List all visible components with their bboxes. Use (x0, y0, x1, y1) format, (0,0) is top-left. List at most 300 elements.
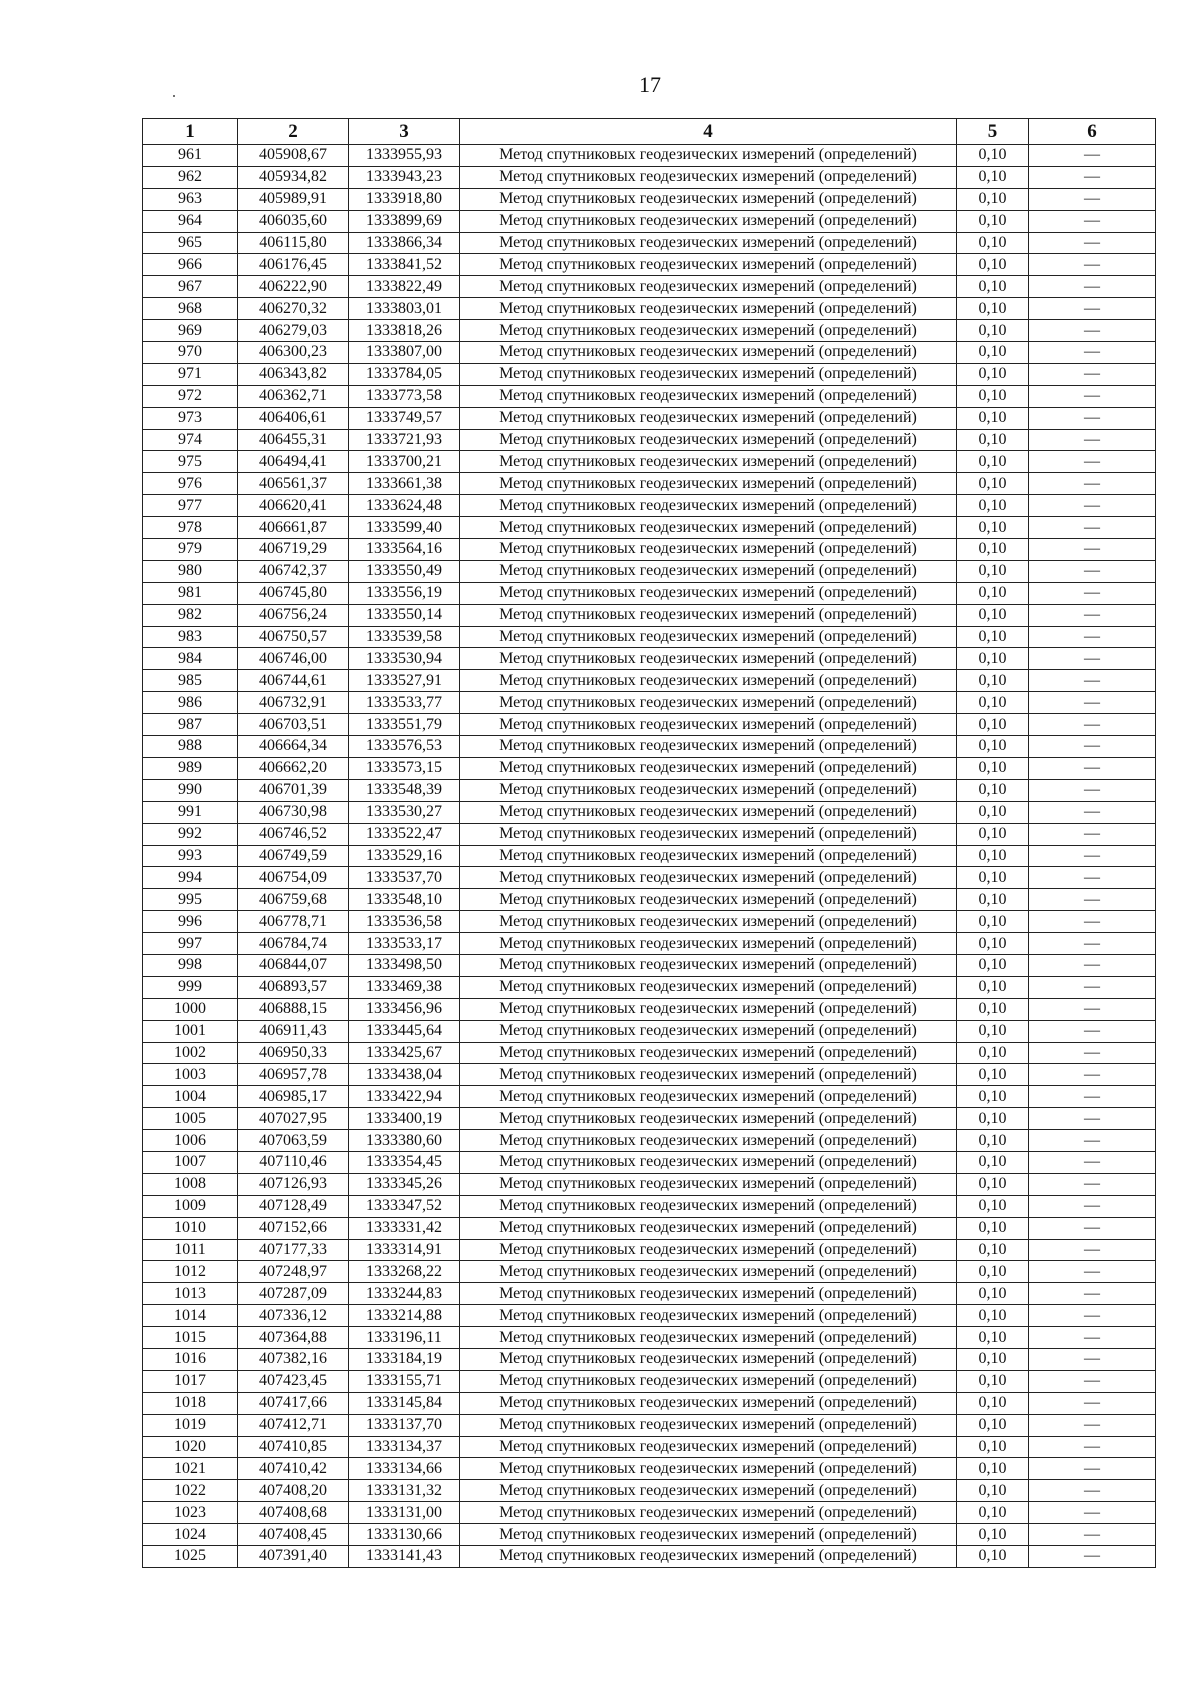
note-cell: — (1029, 933, 1156, 955)
accuracy-cell: 0,10 (957, 145, 1029, 167)
note-cell: — (1029, 1436, 1156, 1458)
method-cell: Метод спутниковых геодезических измерений (определений) (460, 976, 957, 998)
note-cell: — (1029, 1261, 1156, 1283)
table-row (143, 232, 1156, 254)
table-row (143, 626, 1156, 648)
table-row (143, 1217, 1156, 1239)
y-coordinate-cell: 1333331,42 (349, 1217, 460, 1239)
table-row (143, 363, 1156, 385)
table-row (143, 736, 1156, 758)
accuracy-cell: 0,10 (957, 451, 1029, 473)
point-number-cell: 976 (143, 473, 238, 495)
point-number-cell: 962 (143, 166, 238, 188)
y-coordinate-cell: 1333551,79 (349, 714, 460, 736)
coordinates-table (142, 118, 1156, 1568)
note-cell: — (1029, 1348, 1156, 1370)
method-cell: Метод спутниковых геодезических измерений (определений) (460, 1130, 957, 1152)
accuracy-cell: 0,10 (957, 363, 1029, 385)
point-number-cell: 1017 (143, 1370, 238, 1392)
note-cell: — (1029, 1064, 1156, 1086)
point-number-cell: 986 (143, 692, 238, 714)
point-number-cell: 978 (143, 517, 238, 539)
table-row (143, 1546, 1156, 1568)
y-coordinate-cell: 1333550,49 (349, 560, 460, 582)
note-cell: — (1029, 889, 1156, 911)
table-row (143, 1414, 1156, 1436)
y-coordinate-cell: 1333564,16 (349, 539, 460, 561)
accuracy-cell: 0,10 (957, 582, 1029, 604)
table-row (143, 1392, 1156, 1414)
method-cell: Метод спутниковых геодезических измерений (определений) (460, 539, 957, 561)
accuracy-cell: 0,10 (957, 1502, 1029, 1524)
y-coordinate-cell: 1333354,45 (349, 1151, 460, 1173)
accuracy-cell: 0,10 (957, 976, 1029, 998)
point-number-cell: 1007 (143, 1151, 238, 1173)
note-cell: — (1029, 232, 1156, 254)
accuracy-cell: 0,10 (957, 779, 1029, 801)
x-coordinate-cell: 406662,20 (238, 757, 349, 779)
x-coordinate-cell: 407336,12 (238, 1305, 349, 1327)
x-coordinate-cell: 405934,82 (238, 166, 349, 188)
y-coordinate-cell: 1333400,19 (349, 1108, 460, 1130)
table-row (143, 166, 1156, 188)
table-row (143, 407, 1156, 429)
y-coordinate-cell: 1333661,38 (349, 473, 460, 495)
x-coordinate-cell: 406778,71 (238, 911, 349, 933)
accuracy-cell: 0,10 (957, 1151, 1029, 1173)
point-number-cell: 993 (143, 845, 238, 867)
point-number-cell: 977 (143, 495, 238, 517)
table-row (143, 320, 1156, 342)
method-cell: Метод спутниковых геодезических измерений (определений) (460, 867, 957, 889)
method-cell: Метод спутниковых геодезических измерений (определений) (460, 692, 957, 714)
note-cell: — (1029, 998, 1156, 1020)
method-cell: Метод спутниковых геодезических измерений (определений) (460, 1042, 957, 1064)
note-cell: — (1029, 1458, 1156, 1480)
y-coordinate-cell: 1333137,70 (349, 1414, 460, 1436)
method-cell: Метод спутниковых геодезических измерений (определений) (460, 1480, 957, 1502)
table-row (143, 867, 1156, 889)
method-cell: Метод спутниковых геодезических измерений (определений) (460, 823, 957, 845)
method-cell: Метод спутниковых геодезических измерений (определений) (460, 1458, 957, 1480)
table-row (143, 1195, 1156, 1217)
point-number-cell: 969 (143, 320, 238, 342)
accuracy-cell: 0,10 (957, 889, 1029, 911)
x-coordinate-cell: 407408,68 (238, 1502, 349, 1524)
table-row (143, 801, 1156, 823)
note-cell: — (1029, 429, 1156, 451)
note-cell: — (1029, 1108, 1156, 1130)
x-coordinate-cell: 406746,52 (238, 823, 349, 845)
table-row (143, 1348, 1156, 1370)
table-row (143, 1327, 1156, 1349)
table-row (143, 779, 1156, 801)
x-coordinate-cell: 406730,98 (238, 801, 349, 823)
y-coordinate-cell: 1333721,93 (349, 429, 460, 451)
note-cell: — (1029, 1151, 1156, 1173)
point-number-cell: 1018 (143, 1392, 238, 1414)
y-coordinate-cell: 1333530,94 (349, 648, 460, 670)
point-number-cell: 1008 (143, 1173, 238, 1195)
point-number-cell: 989 (143, 757, 238, 779)
y-coordinate-cell: 1333130,66 (349, 1524, 460, 1546)
accuracy-cell: 0,10 (957, 1173, 1029, 1195)
y-coordinate-cell: 1333537,70 (349, 867, 460, 889)
x-coordinate-cell: 406759,68 (238, 889, 349, 911)
table-row (143, 954, 1156, 976)
method-cell: Метод спутниковых геодезических измерений (определений) (460, 1108, 957, 1130)
accuracy-cell: 0,10 (957, 1239, 1029, 1261)
point-number-cell: 995 (143, 889, 238, 911)
x-coordinate-cell: 406750,57 (238, 626, 349, 648)
note-cell: — (1029, 736, 1156, 758)
accuracy-cell: 0,10 (957, 736, 1029, 758)
x-coordinate-cell: 406406,61 (238, 407, 349, 429)
method-cell: Метод спутниковых геодезических измерений (определений) (460, 1195, 957, 1217)
note-cell: — (1029, 385, 1156, 407)
column-header: 1 (143, 119, 238, 145)
y-coordinate-cell: 1333422,94 (349, 1086, 460, 1108)
point-number-cell: 1006 (143, 1130, 238, 1152)
note-cell: — (1029, 626, 1156, 648)
method-cell: Метод спутниковых геодезических измерений (определений) (460, 560, 957, 582)
accuracy-cell: 0,10 (957, 604, 1029, 626)
accuracy-cell: 0,10 (957, 539, 1029, 561)
x-coordinate-cell: 406620,41 (238, 495, 349, 517)
x-coordinate-cell: 406719,29 (238, 539, 349, 561)
x-coordinate-cell: 407417,66 (238, 1392, 349, 1414)
y-coordinate-cell: 1333498,50 (349, 954, 460, 976)
accuracy-cell: 0,10 (957, 801, 1029, 823)
note-cell: — (1029, 188, 1156, 210)
accuracy-cell: 0,10 (957, 342, 1029, 364)
y-coordinate-cell: 1333556,19 (349, 582, 460, 604)
accuracy-cell: 0,10 (957, 1261, 1029, 1283)
accuracy-cell: 0,10 (957, 276, 1029, 298)
point-number-cell: 961 (143, 145, 238, 167)
point-number-cell: 988 (143, 736, 238, 758)
table-row (143, 1436, 1156, 1458)
accuracy-cell: 0,10 (957, 560, 1029, 582)
point-number-cell: 971 (143, 363, 238, 385)
x-coordinate-cell: 406844,07 (238, 954, 349, 976)
method-cell: Метод спутниковых геодезических измерений (определений) (460, 1305, 957, 1327)
method-cell: Метод спутниковых геодезических измерений (определений) (460, 276, 957, 298)
x-coordinate-cell: 405908,67 (238, 145, 349, 167)
table-row (143, 823, 1156, 845)
note-cell: — (1029, 473, 1156, 495)
point-number-cell: 963 (143, 188, 238, 210)
x-coordinate-cell: 406756,24 (238, 604, 349, 626)
accuracy-cell: 0,10 (957, 954, 1029, 976)
point-number-cell: 1024 (143, 1524, 238, 1546)
table-row (143, 145, 1156, 167)
note-cell: — (1029, 823, 1156, 845)
x-coordinate-cell: 407412,71 (238, 1414, 349, 1436)
y-coordinate-cell: 1333456,96 (349, 998, 460, 1020)
y-coordinate-cell: 1333131,00 (349, 1502, 460, 1524)
x-coordinate-cell: 406115,80 (238, 232, 349, 254)
x-coordinate-cell: 406911,43 (238, 1020, 349, 1042)
y-coordinate-cell: 1333807,00 (349, 342, 460, 364)
note-cell: — (1029, 757, 1156, 779)
page-number: 17 (639, 72, 661, 97)
x-coordinate-cell: 407364,88 (238, 1327, 349, 1349)
note-cell: — (1029, 560, 1156, 582)
x-coordinate-cell: 406300,23 (238, 342, 349, 364)
y-coordinate-cell: 1333548,10 (349, 889, 460, 911)
note-cell: — (1029, 1195, 1156, 1217)
y-coordinate-cell: 1333184,19 (349, 1348, 460, 1370)
method-cell: Метод спутниковых геодезических измерений (определений) (460, 363, 957, 385)
x-coordinate-cell: 406661,87 (238, 517, 349, 539)
point-number-cell: 1014 (143, 1305, 238, 1327)
point-number-cell: 964 (143, 210, 238, 232)
note-cell: — (1029, 145, 1156, 167)
accuracy-cell: 0,10 (957, 298, 1029, 320)
method-cell: Метод спутниковых геодезических измерений (определений) (460, 1546, 957, 1568)
x-coordinate-cell: 407410,42 (238, 1458, 349, 1480)
note-cell: — (1029, 604, 1156, 626)
method-cell: Метод спутниковых геодезических измерений (определений) (460, 889, 957, 911)
table-row (143, 560, 1156, 582)
x-coordinate-cell: 407382,16 (238, 1348, 349, 1370)
note-cell: — (1029, 1546, 1156, 1568)
note-cell: — (1029, 1480, 1156, 1502)
table-row (143, 210, 1156, 232)
note-cell: — (1029, 1392, 1156, 1414)
column-header: 6 (1029, 119, 1156, 145)
accuracy-cell: 0,10 (957, 1217, 1029, 1239)
accuracy-cell: 0,10 (957, 1414, 1029, 1436)
point-number-cell: 996 (143, 911, 238, 933)
note-cell: — (1029, 714, 1156, 736)
note-cell: — (1029, 210, 1156, 232)
table-row (143, 298, 1156, 320)
x-coordinate-cell: 406950,33 (238, 1042, 349, 1064)
table-row (143, 889, 1156, 911)
note-cell: — (1029, 867, 1156, 889)
point-number-cell: 1015 (143, 1327, 238, 1349)
point-number-cell: 994 (143, 867, 238, 889)
method-cell: Метод спутниковых геодезических измерений (определений) (460, 1064, 957, 1086)
table-row (143, 1370, 1156, 1392)
table-row (143, 933, 1156, 955)
method-cell: Метод спутниковых геодезических измерений (определений) (460, 1524, 957, 1546)
method-cell: Метод спутниковых геодезических измерений (определений) (460, 232, 957, 254)
accuracy-cell: 0,10 (957, 714, 1029, 736)
method-cell: Метод спутниковых геодезических измерений (определений) (460, 670, 957, 692)
y-coordinate-cell: 1333533,77 (349, 692, 460, 714)
point-number-cell: 972 (143, 385, 238, 407)
point-number-cell: 966 (143, 254, 238, 276)
x-coordinate-cell: 406561,37 (238, 473, 349, 495)
point-number-cell: 970 (143, 342, 238, 364)
x-coordinate-cell: 406754,09 (238, 867, 349, 889)
y-coordinate-cell: 1333469,38 (349, 976, 460, 998)
table-row (143, 1151, 1156, 1173)
accuracy-cell: 0,10 (957, 517, 1029, 539)
method-cell: Метод спутниковых геодезических измерений (определений) (460, 517, 957, 539)
note-cell: — (1029, 1217, 1156, 1239)
note-cell: — (1029, 1239, 1156, 1261)
table-row (143, 473, 1156, 495)
x-coordinate-cell: 407027,95 (238, 1108, 349, 1130)
x-coordinate-cell: 406494,41 (238, 451, 349, 473)
point-number-cell: 999 (143, 976, 238, 998)
method-cell: Метод спутниковых геодезических измерений (определений) (460, 648, 957, 670)
y-coordinate-cell: 1333550,14 (349, 604, 460, 626)
y-coordinate-cell: 1333899,69 (349, 210, 460, 232)
table-row (143, 342, 1156, 364)
method-cell: Метод спутниковых геодезических измерений (определений) (460, 933, 957, 955)
method-cell: Метод спутниковых геодезических измерений (определений) (460, 495, 957, 517)
table-row (143, 1480, 1156, 1502)
table-row (143, 495, 1156, 517)
x-coordinate-cell: 406957,78 (238, 1064, 349, 1086)
point-number-cell: 980 (143, 560, 238, 582)
accuracy-cell: 0,10 (957, 429, 1029, 451)
x-coordinate-cell: 406893,57 (238, 976, 349, 998)
method-cell: Метод спутниковых геодезических измерений (определений) (460, 451, 957, 473)
point-number-cell: 1010 (143, 1217, 238, 1239)
point-number-cell: 1002 (143, 1042, 238, 1064)
note-cell: — (1029, 451, 1156, 473)
point-number-cell: 991 (143, 801, 238, 823)
point-number-cell: 998 (143, 954, 238, 976)
table-row (143, 276, 1156, 298)
y-coordinate-cell: 1333522,47 (349, 823, 460, 845)
x-coordinate-cell: 406888,15 (238, 998, 349, 1020)
x-coordinate-cell: 406270,32 (238, 298, 349, 320)
note-cell: — (1029, 779, 1156, 801)
x-coordinate-cell: 407408,45 (238, 1524, 349, 1546)
table-row (143, 254, 1156, 276)
accuracy-cell: 0,10 (957, 823, 1029, 845)
point-number-cell: 1016 (143, 1348, 238, 1370)
y-coordinate-cell: 1333624,48 (349, 495, 460, 517)
note-cell: — (1029, 166, 1156, 188)
column-header: 3 (349, 119, 460, 145)
y-coordinate-cell: 1333527,91 (349, 670, 460, 692)
table-row (143, 1042, 1156, 1064)
y-coordinate-cell: 1333700,21 (349, 451, 460, 473)
method-cell: Метод спутниковых геодезических измерений (определений) (460, 998, 957, 1020)
note-cell: — (1029, 801, 1156, 823)
x-coordinate-cell: 407391,40 (238, 1546, 349, 1568)
scan-speck (173, 95, 175, 97)
method-cell: Метод спутниковых геодезических измерений (определений) (460, 954, 957, 976)
method-cell: Метод спутниковых геодезических измерений (определений) (460, 757, 957, 779)
method-cell: Метод спутниковых геодезических измерений (определений) (460, 845, 957, 867)
note-cell: — (1029, 648, 1156, 670)
method-cell: Метод спутниковых геодезических измерений (определений) (460, 779, 957, 801)
y-coordinate-cell: 1333548,39 (349, 779, 460, 801)
point-number-cell: 1011 (143, 1239, 238, 1261)
y-coordinate-cell: 1333214,88 (349, 1305, 460, 1327)
accuracy-cell: 0,10 (957, 166, 1029, 188)
y-coordinate-cell: 1333943,23 (349, 166, 460, 188)
note-cell: — (1029, 1305, 1156, 1327)
accuracy-cell: 0,10 (957, 1524, 1029, 1546)
table-row (143, 714, 1156, 736)
note-cell: — (1029, 1370, 1156, 1392)
y-coordinate-cell: 1333841,52 (349, 254, 460, 276)
point-number-cell: 997 (143, 933, 238, 955)
accuracy-cell: 0,10 (957, 1108, 1029, 1130)
method-cell: Метод спутниковых геодезических измерений (определений) (460, 736, 957, 758)
point-number-cell: 1004 (143, 1086, 238, 1108)
x-coordinate-cell: 407126,93 (238, 1173, 349, 1195)
accuracy-cell: 0,10 (957, 692, 1029, 714)
column-header: 5 (957, 119, 1029, 145)
table-row (143, 1020, 1156, 1042)
accuracy-cell: 0,10 (957, 1480, 1029, 1502)
y-coordinate-cell: 1333380,60 (349, 1130, 460, 1152)
table-row (143, 188, 1156, 210)
y-coordinate-cell: 1333822,49 (349, 276, 460, 298)
method-cell: Метод спутниковых геодезических измерений (определений) (460, 473, 957, 495)
table-row (143, 1239, 1156, 1261)
x-coordinate-cell: 407177,33 (238, 1239, 349, 1261)
y-coordinate-cell: 1333536,58 (349, 911, 460, 933)
table-row (143, 670, 1156, 692)
table-row (143, 1502, 1156, 1524)
method-cell: Метод спутниковых геодезических измерений (определений) (460, 911, 957, 933)
x-coordinate-cell: 406455,31 (238, 429, 349, 451)
method-cell: Метод спутниковых геодезических измерений (определений) (460, 1239, 957, 1261)
y-coordinate-cell: 1333818,26 (349, 320, 460, 342)
x-coordinate-cell: 406742,37 (238, 560, 349, 582)
table-row (143, 1283, 1156, 1305)
table-row (143, 845, 1156, 867)
accuracy-cell: 0,10 (957, 232, 1029, 254)
x-coordinate-cell: 406985,17 (238, 1086, 349, 1108)
x-coordinate-cell: 406279,03 (238, 320, 349, 342)
note-cell: — (1029, 1502, 1156, 1524)
point-number-cell: 982 (143, 604, 238, 626)
x-coordinate-cell: 407423,45 (238, 1370, 349, 1392)
note-cell: — (1029, 976, 1156, 998)
accuracy-cell: 0,10 (957, 473, 1029, 495)
accuracy-cell: 0,10 (957, 867, 1029, 889)
y-coordinate-cell: 1333438,04 (349, 1064, 460, 1086)
accuracy-cell: 0,10 (957, 1348, 1029, 1370)
method-cell: Метод спутниковых геодезических измерений (определений) (460, 1020, 957, 1042)
method-cell: Метод спутниковых геодезических измерений (определений) (460, 145, 957, 167)
point-number-cell: 1025 (143, 1546, 238, 1568)
y-coordinate-cell: 1333134,37 (349, 1436, 460, 1458)
y-coordinate-cell: 1333749,57 (349, 407, 460, 429)
point-number-cell: 968 (143, 298, 238, 320)
table-row (143, 582, 1156, 604)
note-cell: — (1029, 1327, 1156, 1349)
y-coordinate-cell: 1333244,83 (349, 1283, 460, 1305)
method-cell: Метод спутниковых геодезических измерений (определений) (460, 1086, 957, 1108)
table-row (143, 517, 1156, 539)
x-coordinate-cell: 406732,91 (238, 692, 349, 714)
note-cell: — (1029, 670, 1156, 692)
point-number-cell: 1022 (143, 1480, 238, 1502)
note-cell: — (1029, 1086, 1156, 1108)
y-coordinate-cell: 1333314,91 (349, 1239, 460, 1261)
accuracy-cell: 0,10 (957, 1283, 1029, 1305)
note-cell: — (1029, 539, 1156, 561)
method-cell: Метод спутниковых геодезических измерений (определений) (460, 188, 957, 210)
table-row (143, 757, 1156, 779)
y-coordinate-cell: 1333131,32 (349, 1480, 460, 1502)
table-row (143, 1108, 1156, 1130)
